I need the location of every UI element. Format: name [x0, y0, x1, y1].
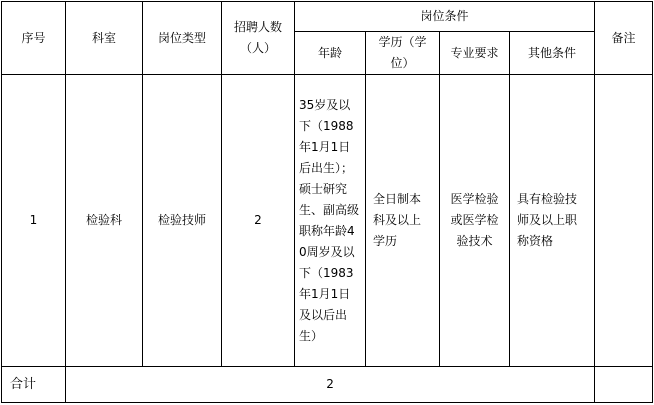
recruitment-table: [1, 1, 653, 403]
row-position-type: 检验技师: [143, 75, 222, 367]
row-age: 35岁及以下（1988年1月1日后出生）；硕士研究生、副高级职称年龄40周岁及以下（1983年1月1日及以后出生）: [295, 75, 366, 367]
header-row-1: [2, 2, 653, 32]
header-seq: 序号: [2, 2, 66, 75]
row-headcount: 2: [222, 75, 295, 367]
total-label: 合计: [2, 367, 66, 403]
row-major: 医学检验或医学检验技术: [440, 75, 510, 367]
total-remarks: [595, 367, 653, 403]
row-department: 检验科: [66, 75, 143, 367]
table-row: [2, 75, 653, 367]
header-education: 学历（学位）: [366, 32, 440, 75]
header-age: 年龄: [295, 32, 366, 75]
total-row: [2, 367, 653, 403]
header-department: 科室: [66, 2, 143, 75]
header-other: 其他条件: [510, 32, 595, 75]
header-remarks: 备注: [595, 2, 653, 75]
header-conditions: 岗位条件: [295, 2, 595, 32]
row-remarks: [595, 75, 653, 367]
header-headcount: 招聘人数（人）: [222, 2, 295, 75]
header-position-type: 岗位类型: [143, 2, 222, 75]
row-education: 全日制本科及以上学历: [366, 75, 440, 367]
row-seq: 1: [2, 75, 66, 367]
header-major: 专业要求: [440, 32, 510, 75]
row-other: 具有检验技师及以上职称资格: [510, 75, 595, 367]
total-value: 2: [66, 367, 595, 403]
